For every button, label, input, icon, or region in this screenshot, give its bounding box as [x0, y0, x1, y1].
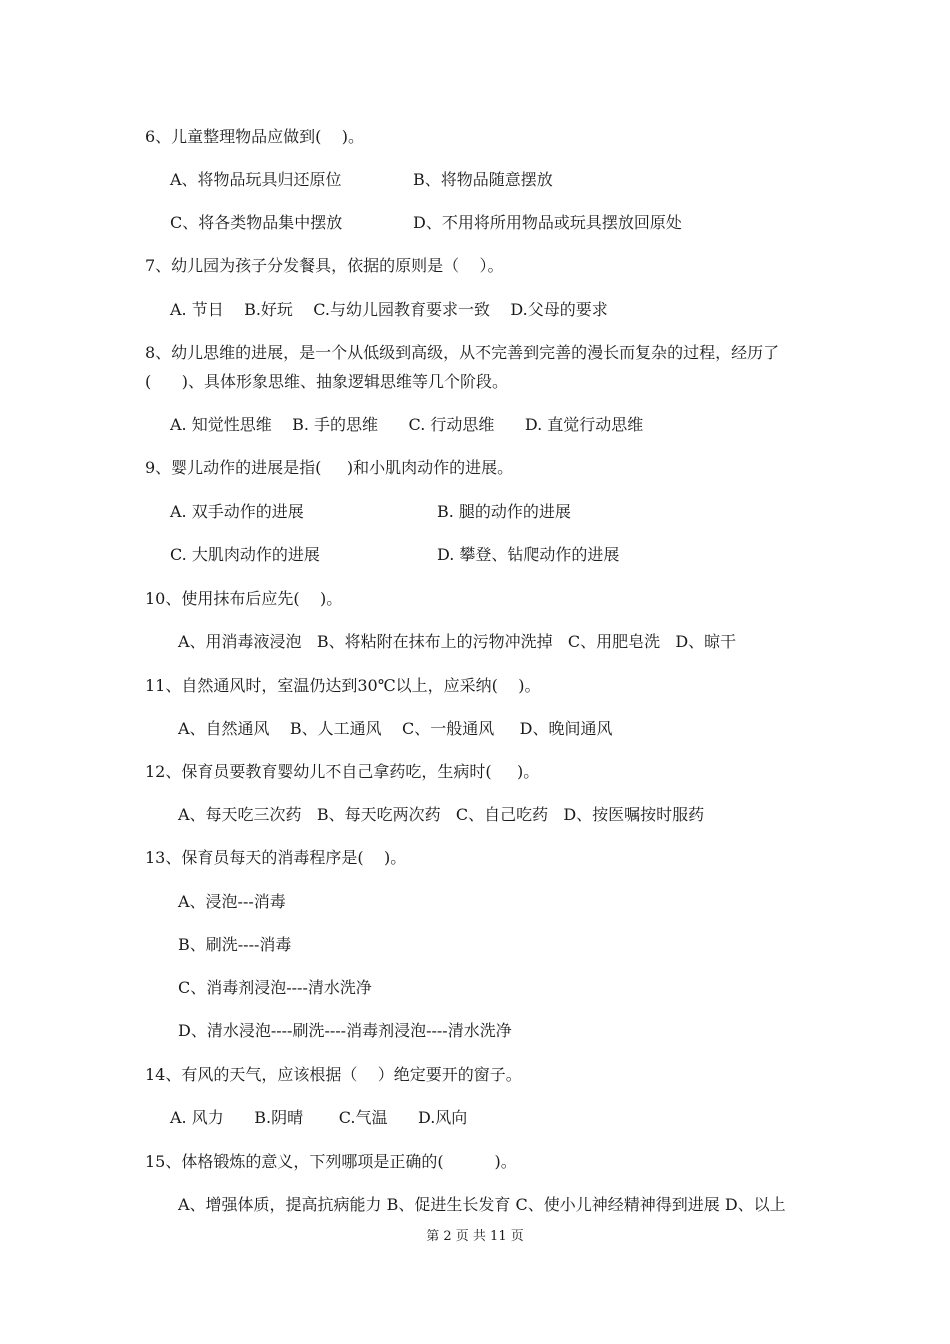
- question-13-option-a: A、浸泡---消毒: [178, 892, 286, 911]
- question-13-stem: 13、保育员每天的消毒程序是( )。: [145, 848, 407, 867]
- question-9-stem: 9、婴儿动作的进展是指( )和小肌肉动作的进展。: [145, 458, 514, 477]
- question-9-option-c: C. 大肌肉动作的进展: [170, 545, 320, 564]
- question-6-option-b: B、将物品随意摆放: [413, 170, 553, 189]
- question-6-stem: 6、儿童整理物品应做到( )。: [145, 127, 365, 146]
- question-12-options: A、每天吃三次药 B、每天吃两次药 C、自己吃药 D、按医嘱按时服药: [178, 805, 705, 824]
- question-10-stem: 10、使用抹布后应先( )。: [145, 589, 343, 608]
- question-6-option-d: D、不用将所用物品或玩具摆放回原处: [413, 213, 682, 232]
- question-11-options: A、自然通风 B、人工通风 C、一般通风 D、晚间通风: [178, 719, 613, 738]
- question-9-option-d: D. 攀登、钻爬动作的进展: [437, 545, 620, 564]
- question-12-stem: 12、保育员要教育婴幼儿不自己拿药吃，生病时( )。: [145, 762, 540, 781]
- question-10-options: A、用消毒液浸泡 B、将粘附在抹布上的污物冲洗掉 C、用肥皂洗 D、晾干: [178, 632, 737, 651]
- question-6-option-c: C、将各类物品集中摆放: [170, 213, 343, 232]
- question-15-stem: 15、体格锻炼的意义，下列哪项是正确的( )。: [145, 1152, 517, 1171]
- question-15-options: A、增强体质，提高抗病能力 B、促进生长发育 C、使小儿神经精神得到进展 D、以上: [178, 1195, 786, 1214]
- question-8-stem-continued: ( )、具体形象思维、抽象逻辑思维等几个阶段。: [145, 372, 509, 391]
- question-9-option-a: A. 双手动作的进展: [170, 502, 304, 521]
- question-13-option-d: D、清水浸泡----刷洗----消毒剂浸泡----清水洗净: [178, 1021, 512, 1040]
- page-footer: 第 2 页 共 11 页: [426, 1229, 524, 1244]
- question-8-stem: 8、幼儿思维的进展，是一个从低级到高级，从不完善到完善的漫长而复杂的过程，经历了: [145, 343, 780, 362]
- question-6-option-a: A、将物品玩具归还原位: [170, 170, 342, 189]
- question-9-option-b: B. 腿的动作的进展: [437, 502, 571, 521]
- question-8-options: A. 知觉性思维 B. 手的思维 C. 行动思维 D. 直觉行动思维: [170, 415, 644, 434]
- question-11-stem: 11、自然通风时，室温仍达到30℃以上，应采纳( )。: [145, 676, 541, 695]
- question-13-option-c: C、消毒剂浸泡----清水洗净: [178, 978, 372, 997]
- question-7-stem: 7、幼儿园为孩子分发餐具，依据的原则是（ ）。: [145, 256, 504, 275]
- question-7-options: A. 节日 B.好玩 C.与幼儿园教育要求一致 D.父母的要求: [170, 300, 608, 319]
- question-14-stem: 14、有风的天气，应该根据（ ）绝定要开的窗子。: [145, 1065, 522, 1084]
- question-13-option-b: B、刷洗----消毒: [178, 935, 292, 954]
- question-14-options: A. 风力 B.阴晴 C.气温 D.风向: [170, 1108, 468, 1127]
